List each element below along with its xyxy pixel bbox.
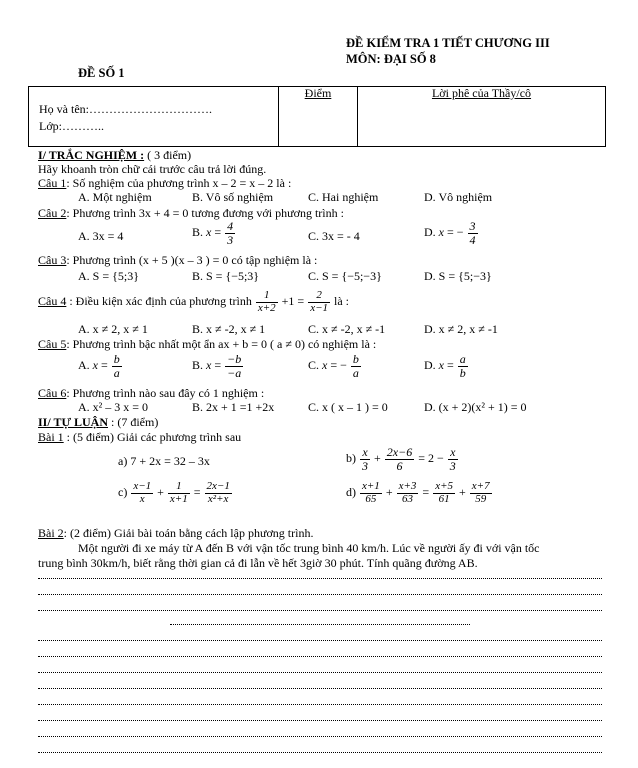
- question-2: [38, 207, 344, 221]
- comment-cell: [358, 87, 606, 147]
- question-1: [38, 177, 291, 191]
- name-field[interactable]: Họ và tên:………………………….: [39, 102, 212, 116]
- bai1-label: Bài 1: [38, 430, 64, 444]
- q3-option-b[interactable]: B. S = {−5;3}: [192, 269, 260, 283]
- bai2-label: Bài 2: [38, 526, 64, 540]
- q2-option-b[interactable]: B. x = $\frac{4}{3}$: [192, 219, 234, 247]
- q4-option-b[interactable]: B. x ≠ -2, x ≠ 1: [192, 322, 266, 336]
- answer-line[interactable]: [38, 720, 602, 721]
- part2-title: II/ TỰ LUẬN: [38, 415, 109, 429]
- q6-option-b[interactable]: B. 2x + 1 =1 +2x: [192, 400, 275, 414]
- q1-option-a[interactable]: A. Một nghiệm: [78, 190, 152, 204]
- q5-option-c[interactable]: C. x = − $\frac{b}{a}$: [308, 352, 359, 380]
- class-field[interactable]: Lớp:………..: [39, 118, 105, 133]
- question-4-text: : Điều kiện xác định của phương trình: [66, 293, 252, 308]
- question-4-tail: là :: [334, 293, 349, 308]
- answer-line[interactable]: [38, 610, 602, 611]
- answer-line[interactable]: [38, 578, 602, 579]
- question-2-text: : Phương trình 3x + 4 = 0 tương đương với phương trình :: [66, 206, 344, 220]
- equation-b: b) $\frac{x}{3}$ + $\frac{2x-6}{6}$ = 2 − $\frac{x}{3}$: [346, 445, 456, 473]
- q4-option-a[interactable]: A. x ≠ 2, x ≠ 1: [78, 322, 148, 336]
- equation-d: d) $\frac{x+1}{65}$ + $\frac{x+3}{63}$ = $\frac{x+5}{61}$ + $\frac{x+7}{59}$: [346, 480, 490, 505]
- q5-option-b[interactable]: B. x = $\frac{-b}{-a}$: [192, 352, 242, 380]
- question-3: [38, 254, 317, 268]
- question-1-text: : Số nghiệm của phương trình x – 2 = x – 2 là :: [66, 176, 292, 190]
- question-4-label: Câu 4: [38, 293, 67, 308]
- student-info-box: [28, 86, 606, 147]
- answer-line[interactable]: [38, 640, 602, 641]
- score-header: Điểm: [304, 86, 332, 100]
- answer-line[interactable]: [38, 736, 602, 737]
- part1-instruction: Hãy khoanh tròn chữ cái trước câu trả lời đúng.: [38, 162, 267, 176]
- answer-line[interactable]: [38, 672, 602, 673]
- bai1-heading: [38, 431, 241, 445]
- q6-option-a[interactable]: A. x² – 3 x = 0: [78, 400, 149, 414]
- problem-line-1: Một người đi xe máy từ A đến B với vận tốc trung bình 40 km/h. Lúc về người ấy đi với vận tốc: [78, 541, 540, 555]
- bai1-text: : (5 điểm) Giải các phương trình sau: [63, 430, 242, 444]
- q5-option-a[interactable]: A. x = $\frac{b}{a}$: [78, 352, 120, 380]
- equation-a: a) 7 + 2x = 32 – 3x: [118, 454, 210, 468]
- equation-d-label: d): [346, 484, 356, 499]
- answer-line[interactable]: [38, 656, 602, 657]
- answer-line[interactable]: [38, 594, 602, 595]
- question-4-equation: $\frac{1}{x+2}$ +1 = $\frac{2}{x-1}$: [257, 289, 328, 314]
- bai2-text: : (2 điểm) Giải bài toán bằng cách lập phương trình.: [63, 526, 314, 540]
- equation-c: c) $\frac{x-1}{x}$ + $\frac{1}{x+1}$ = $\frac{2x-1}{\text{x²+x}}$: [118, 480, 230, 505]
- subject-title: MÔN: ĐẠI SỐ 8: [346, 52, 436, 66]
- q1-option-b[interactable]: B. Vô số nghiệm: [192, 190, 274, 204]
- question-6-label: Câu 6: [38, 386, 67, 400]
- answer-line[interactable]: [38, 752, 602, 753]
- part1-heading: [38, 149, 191, 163]
- q4-option-d[interactable]: D. x ≠ 2, x ≠ -1: [424, 322, 498, 336]
- question-5-label: Câu 5: [38, 337, 67, 351]
- exam-number: ĐỀ SỐ 1: [78, 66, 125, 80]
- q2-option-a[interactable]: A. 3x = 4: [78, 229, 124, 243]
- q1-option-d[interactable]: D. Vô nghiệm: [424, 190, 493, 204]
- question-3-text: : Phương trình (x + 5 )(x – 3 ) = 0 có tập nghiệm là :: [66, 253, 318, 267]
- q6-option-d[interactable]: D. (x + 2)(x² + 1) = 0: [424, 400, 527, 414]
- answer-line[interactable]: [38, 688, 602, 689]
- exam-title: ĐỀ KIỂM TRA 1 TIẾT CHƯƠNG III: [346, 36, 550, 50]
- part1-title: I/ TRẮC NGHIỆM :: [38, 148, 145, 162]
- question-6: [38, 387, 264, 401]
- part1-points: ( 3 điểm): [147, 148, 192, 162]
- part2-points: : (7 điểm): [111, 415, 159, 429]
- comment-header: Lời phê của Thầy/cô: [431, 86, 532, 100]
- question-4: [38, 290, 349, 314]
- question-1-label: Câu 1: [38, 176, 67, 190]
- q3-option-c[interactable]: C. S = {−5;−3}: [308, 269, 382, 283]
- equation-b-label: b): [346, 450, 356, 465]
- question-2-label: Câu 2: [38, 206, 67, 220]
- question-6-text: : Phương trình nào sau đây có 1 nghiệm :: [66, 386, 265, 400]
- problem-line-2: trung bình 30km/h, biết rằng thời gian cả đi lẫn về hết 3giờ 30 phút. Tính quãng đường AB.: [38, 556, 478, 570]
- q4-option-c[interactable]: C. x ≠ -2, x ≠ -1: [308, 322, 386, 336]
- q3-option-d[interactable]: D. S = {5;−3}: [424, 269, 492, 283]
- q3-option-a[interactable]: A. S = {5;3}: [78, 269, 139, 283]
- q5-option-d[interactable]: D. x = $\frac{a}{b}$: [424, 352, 466, 380]
- question-5: [38, 338, 376, 352]
- q2-option-c[interactable]: C. 3x = - 4: [308, 229, 360, 243]
- bai2-heading: [38, 527, 313, 541]
- q2-option-d[interactable]: D. x = − $\frac{3}{4}$: [424, 219, 476, 247]
- question-3-label: Câu 3: [38, 253, 67, 267]
- answer-line[interactable]: [170, 624, 470, 625]
- name-class-cell: [29, 87, 279, 147]
- question-5-text: : Phương trình bậc nhất một ẩn ax + b = 0 ( a ≠ 0) có nghiệm là :: [66, 337, 377, 351]
- q1-option-c[interactable]: C. Hai nghiệm: [308, 190, 379, 204]
- answer-line[interactable]: [38, 704, 602, 705]
- q6-option-c[interactable]: C. x ( x – 1 ) = 0: [308, 400, 388, 414]
- equation-c-label: c): [118, 484, 128, 499]
- part2-heading: [38, 416, 158, 430]
- score-cell: [279, 87, 358, 147]
